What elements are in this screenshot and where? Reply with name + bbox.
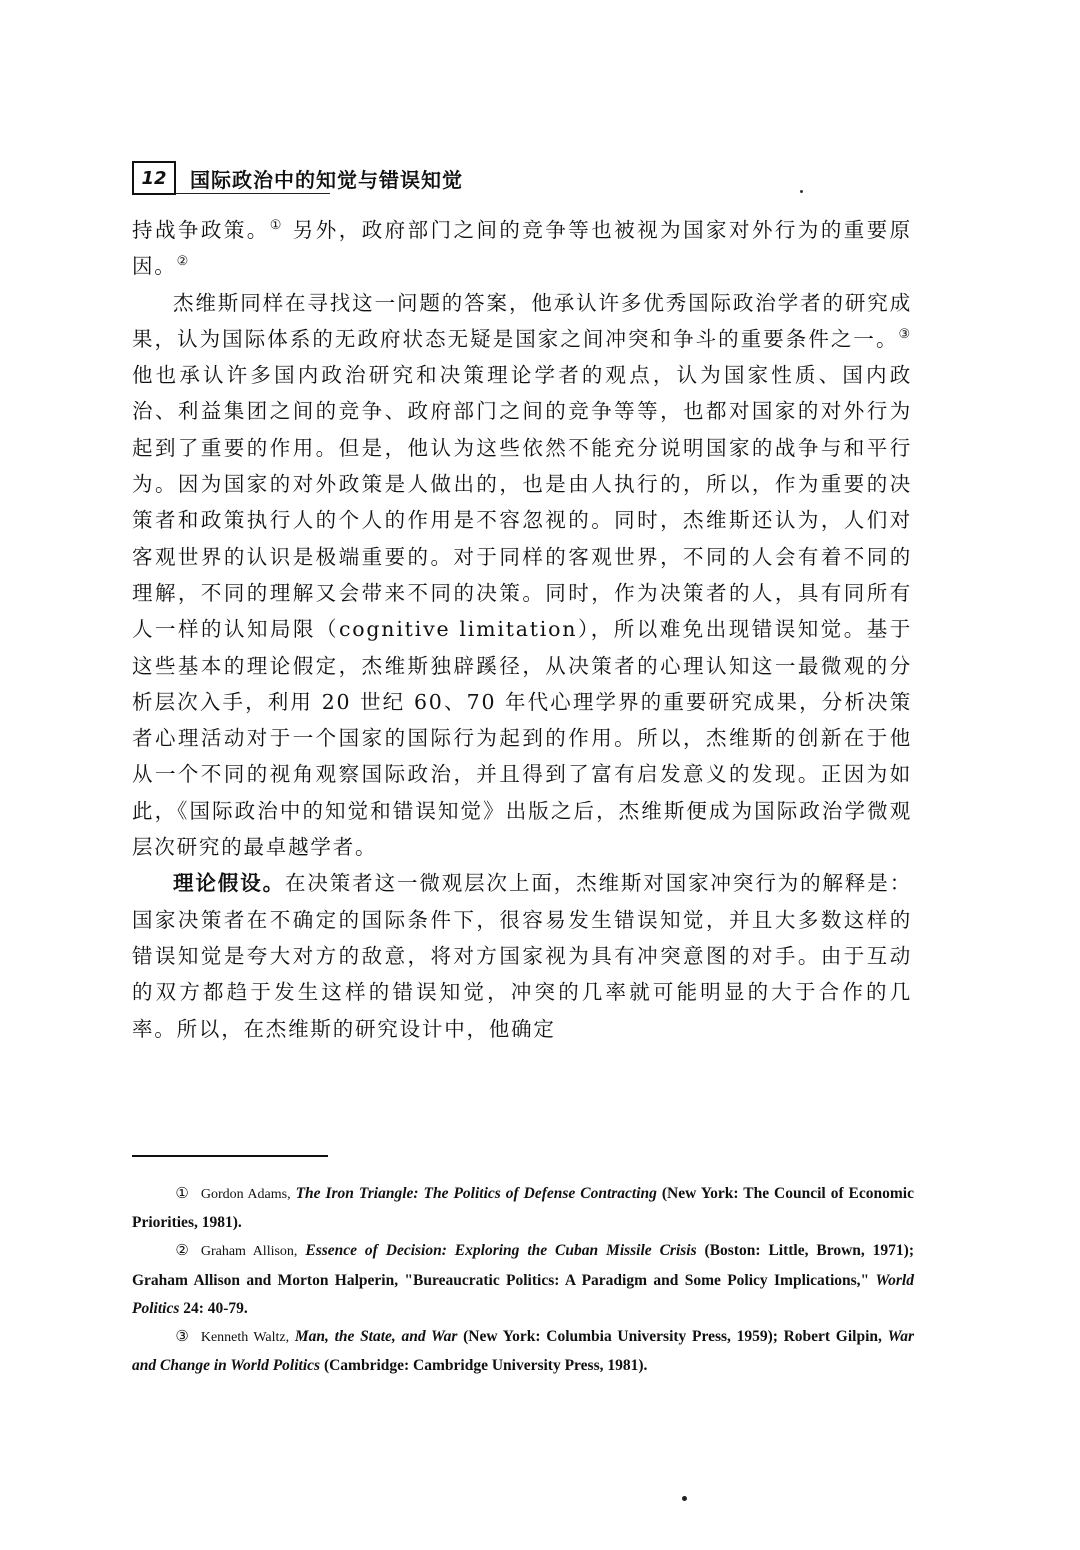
footnote-1 [132, 1180, 914, 1237]
footnote-3 [132, 1323, 914, 1380]
footnote-text: (New York: Columbia University Press, 1959); Robert Gilpin, [457, 1328, 888, 1346]
paragraph-1-text-2: 另外，政府部门之间的竞争等也被视为国家对外行为的重要原因。 [132, 218, 912, 279]
footnote-2 [132, 1237, 914, 1323]
footnote-separator [132, 1155, 328, 1157]
footnote-title: Man, the State, and War [294, 1328, 458, 1346]
footnote-ref-3: ③ [898, 326, 912, 342]
footnote-marker: ② [175, 1243, 189, 1260]
footnote-author: Gordon Adams, [200, 1187, 291, 1202]
footnote-author: Graham Allison, [200, 1244, 298, 1260]
paragraph-3-lead: 理论假设。 [173, 871, 285, 896]
body-text [132, 212, 912, 1047]
page-number: 12 [132, 161, 176, 195]
paragraph-1 [132, 212, 912, 285]
footnote-journal: World Politics [132, 1271, 914, 1317]
footnote-ref-1: ① [269, 218, 284, 233]
footnote-title: The Iron Triangle: The Politics of Defense Contracting [295, 1185, 657, 1202]
footnote-tail: 24: 40-79. [179, 1299, 248, 1317]
paragraph-1-text: 持战争政策。 [132, 218, 270, 242]
footnote-ref-2: ② [176, 254, 191, 270]
footnotes [132, 1180, 914, 1380]
running-title: 国际政治中的知觉与错误知觉 [190, 167, 463, 192]
paragraph-2-text-2: 他也承认许多国内政治研究和决策理论学者的观点，认为国家性质、国内政治、利益集团之间的竞争、政府部门之间的竞争等等，也都对国家的对外行为起到了重要的作用。但是，他认为这些依然不能充分说明国家的战争与和平行为。因为国家的对外政策是人做出的，也是由人执行的，所以，作为重要的决策者和政策执行人的个人的作用是不容忽视的。同时，杰维斯还认为，人们对客观世界的认识是极端重要的。对于同样的客观世界，不同的人会有着不同的理解，不同的理解又会带来不同的决策。同时，作为决策者的人，具有同所有人一样的认知局限（cognitive limitation），所以难免出现错误知觉。基于这些基本的理论假定，杰维斯独辟蹊径，从决策者的心理认知这一最微观的分析层次入手，利用 20 世纪 60、70 年代心理学界的重要研究成果，分析决策者心理活动对于一个国家的国际行为起到的作用。所以，杰维斯的创新在于他从一个不同的视角观察国际政治，并且得到了富有启发意义的发现。正因为如此，《国际政治中的知觉和错误知觉》出版之后，杰维斯便成为国际政治学微观层次研究的最卓越学者。 [132, 363, 912, 860]
header-rule [176, 193, 330, 194]
footnote-text: (New York: The Council of Economic Priorities, 1981). [132, 1185, 914, 1232]
footnote-title: Essence of Decision: Exploring the Cuban Missile Crisis [305, 1242, 697, 1260]
header-speck [800, 190, 803, 193]
footnote-marker: ① [175, 1186, 189, 1202]
page-speck [682, 1496, 687, 1501]
footnote-author: Kenneth Waltz, [200, 1330, 290, 1346]
page-header [132, 160, 912, 196]
paragraph-2-text: 杰维斯同样在寻找这一问题的答案，他承认许多优秀国际政治学者的研究成果，认为国际体系的无政府状态无疑是国家之间冲突和争斗的重要条件之一。 [132, 290, 912, 351]
footnote-text: (Boston: Little, Brown, 1971); Graham Allison and Morton Halperin, "Bureaucratic Politics: A Paradigm and Some Policy Implications," [132, 1242, 914, 1289]
paragraph-3-text: 在决策者这一微观层次上面，杰维斯对国家冲突行为的解释是：国家决策者在不确定的国际条件下，很容易发生错误知觉，并且大多数这样的错误知觉是夸大对方的敌意，将对方国家视为具有冲突意图的对手。由于互动的双方都趋于发生这样的错误知觉，冲突的几率就可能明显的大于合作的几率。所以，在杰维斯的研究设计中，他确定 [132, 871, 912, 1041]
footnote-title-2: War and Change in World Politics [132, 1328, 914, 1375]
paragraph-3 [132, 865, 912, 1046]
paragraph-2 [132, 285, 912, 866]
footnote-tail: (Cambridge: Cambridge University Press, 1981). [320, 1357, 648, 1375]
footnote-marker: ③ [175, 1329, 189, 1346]
